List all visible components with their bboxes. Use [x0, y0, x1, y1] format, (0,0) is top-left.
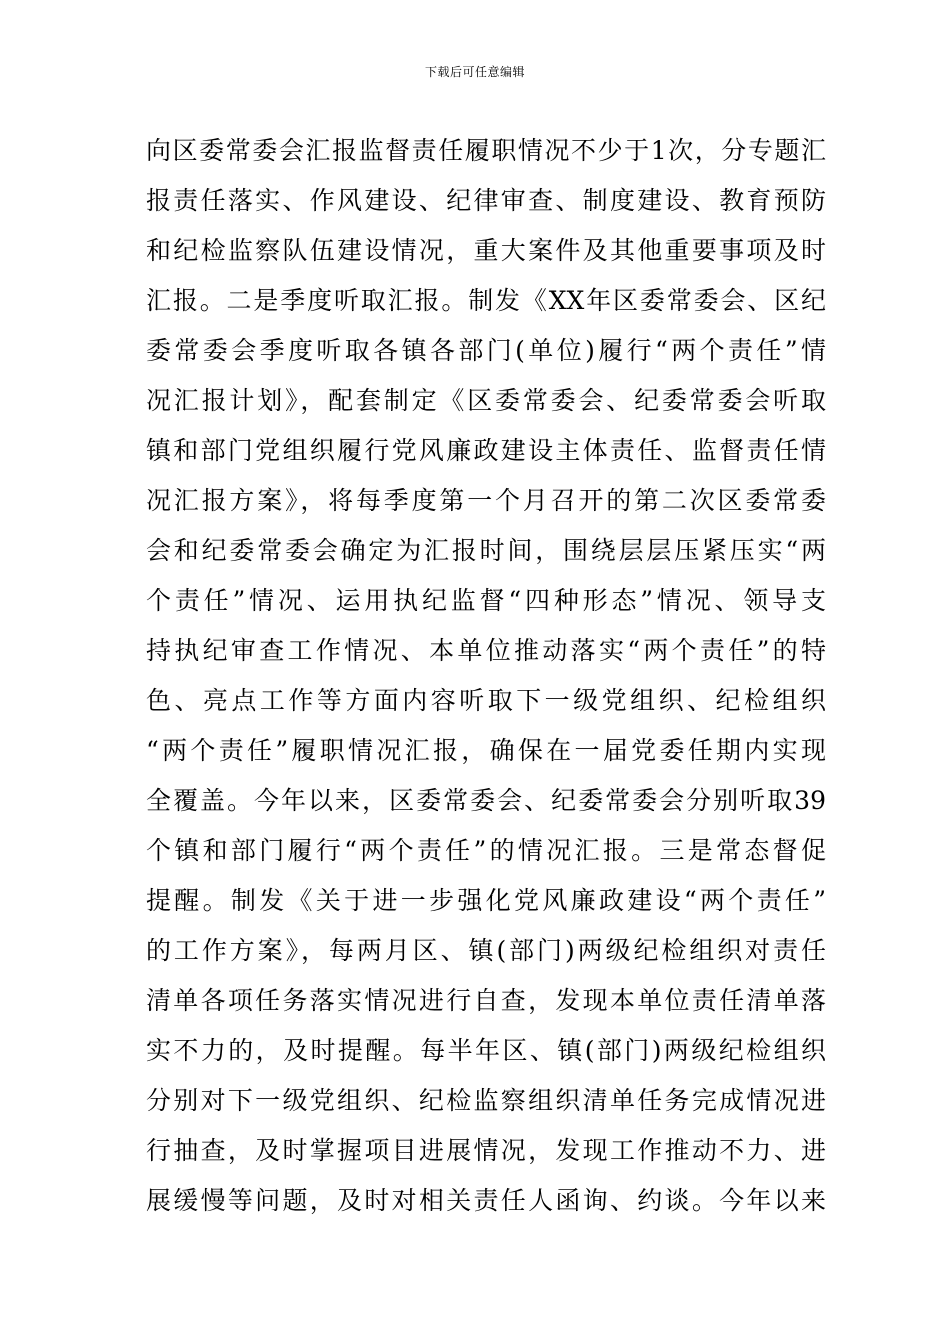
- text-line: 委常委会季度听取各镇各部门(单位)履行“两个责任”情: [146, 336, 826, 365]
- text-line: 的工作方案》，每两月区、镇(部门)两级纪检组织对责任: [146, 936, 826, 965]
- text-line: 个镇和部门履行“两个责任”的情况汇报。三是常态督促: [146, 836, 826, 865]
- text-line: 汇报。二是季度听取汇报。制发《XX年区委常委会、区纪: [146, 286, 826, 315]
- text-line: 和纪检监察队伍建设情况，重大案件及其他重要事项及时: [146, 236, 826, 265]
- text-line: 清单各项任务落实情况进行自查，发现本单位责任清单落: [146, 986, 826, 1015]
- text-line: 展缓慢等问题，及时对相关责任人函询、约谈。今年以来: [146, 1186, 826, 1215]
- page-header: 下载后可任意编辑: [424, 65, 525, 79]
- text-line: 个责任”情况、运用执纪监督“四种形态”情况、领导支: [146, 586, 826, 615]
- text-line: 全覆盖。今年以来，区委常委会、纪委常委会分别听取39: [146, 786, 826, 815]
- text-line: 行抽查，及时掌握项目进展情况，发现工作推动不力、进: [146, 1136, 826, 1165]
- text-line: 报责任落实、作风建设、纪律审查、制度建设、教育预防: [146, 186, 826, 215]
- text-line: 分别对下一级党组织、纪检监察组织清单任务完成情况进: [146, 1086, 826, 1115]
- text-line: 持执纪审查工作情况、本单位推动落实“两个责任”的特: [146, 636, 826, 665]
- text-line: 提醒。制发《关于进一步强化党风廉政建设“两个责任”: [146, 886, 826, 915]
- text-line: 实不力的，及时提醒。每半年区、镇(部门)两级纪检组织: [146, 1036, 826, 1065]
- text-line: 况汇报计划》，配套制定《区委常委会、纪委常委会听取: [146, 386, 826, 415]
- text-line: “两个责任”履职情况汇报，确保在一届党委任期内实现: [146, 736, 826, 765]
- text-line: 色、亮点工作等方面内容听取下一级党组织、纪检组织: [146, 686, 826, 715]
- text-line: 况汇报方案》，将每季度第一个月召开的第二次区委常委: [146, 486, 826, 515]
- text-line: 镇和部门党组织履行党风廉政建设主体责任、监督责任情: [146, 436, 826, 465]
- text-line: 会和纪委常委会确定为汇报时间，围绕层层压紧压实“两: [146, 536, 826, 565]
- body-paragraph: [146, 126, 826, 1226]
- text-line: 向区委常委会汇报监督责任履职情况不少于1次，分专题汇: [146, 136, 826, 165]
